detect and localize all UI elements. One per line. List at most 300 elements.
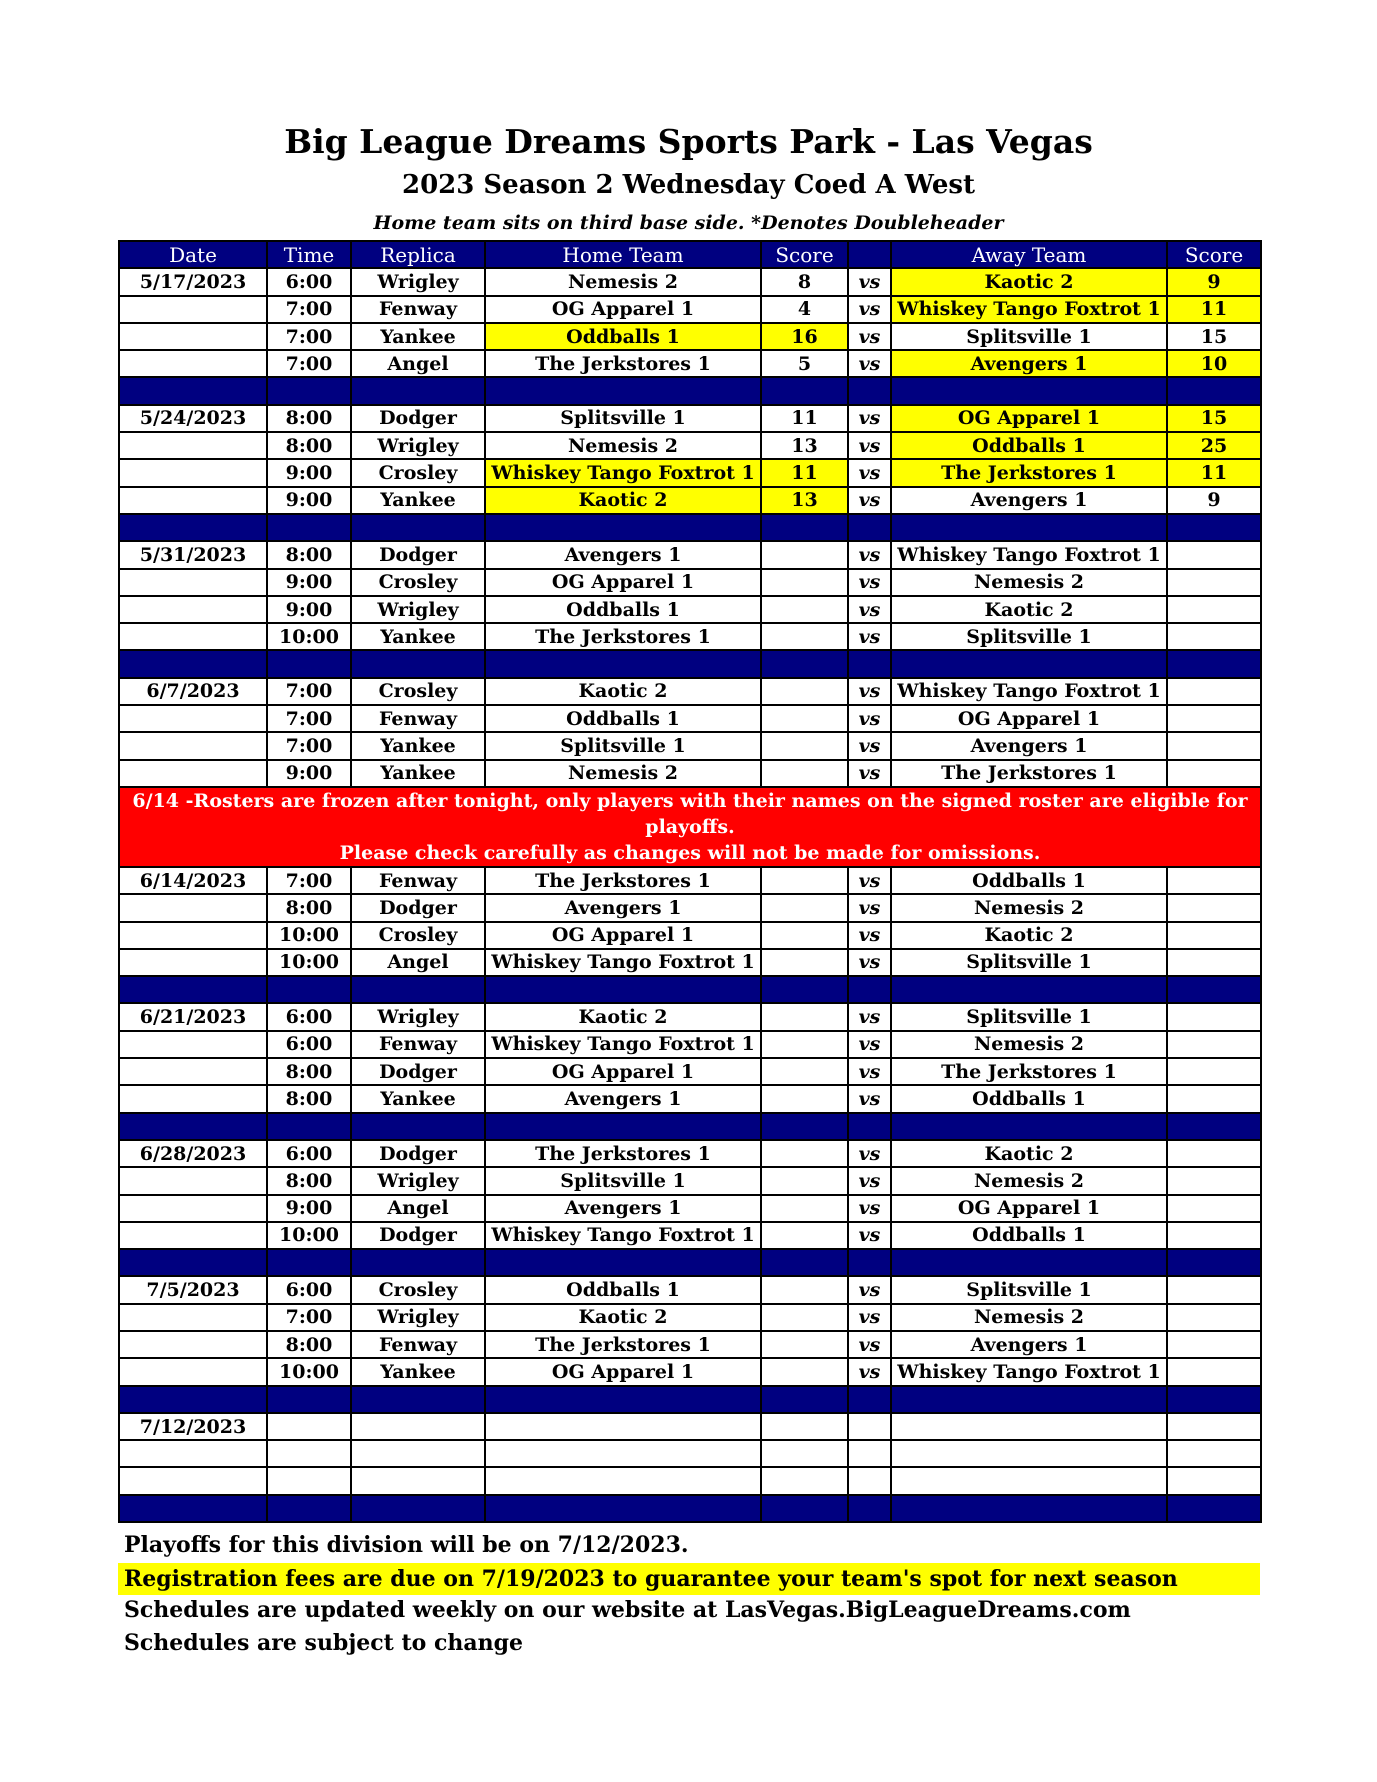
away-score (1167, 732, 1261, 759)
away-score (1167, 1276, 1261, 1303)
game-date: 7/12/2023 (119, 1413, 267, 1440)
away-score (1167, 1195, 1261, 1222)
separator-cell (1167, 650, 1261, 677)
home-score (761, 1440, 848, 1467)
game-time: 8:00 (267, 432, 351, 459)
game-date (119, 1467, 267, 1494)
game-date (119, 569, 267, 596)
home-score (761, 867, 848, 894)
separator-cell (119, 1495, 267, 1522)
vs-label: vs (848, 1331, 891, 1358)
home-team: Whiskey Tango Foxtrot 1 (485, 1031, 761, 1058)
away-team: Whiskey Tango Foxtrot 1 (891, 541, 1167, 568)
vs-label: vs (848, 1222, 891, 1249)
home-team: OG Apparel 1 (485, 296, 761, 323)
game-replica: Fenway (351, 1031, 485, 1058)
separator-cell (891, 1495, 1167, 1522)
game-time: 7:00 (267, 323, 351, 350)
game-time: 10:00 (267, 1222, 351, 1249)
away-team: Oddballs 1 (891, 1085, 1167, 1112)
game-replica: Wrigley (351, 1304, 485, 1331)
away-score (1167, 867, 1261, 894)
home-team: The Jerkstores 1 (485, 623, 761, 650)
game-row (119, 459, 1261, 486)
away-score (1167, 1003, 1261, 1030)
away-score (1167, 569, 1261, 596)
game-replica: Yankee (351, 1358, 485, 1385)
home-score (761, 596, 848, 623)
game-replica: Wrigley (351, 268, 485, 295)
away-team: Oddballs 1 (891, 867, 1167, 894)
away-score (1167, 1222, 1261, 1249)
away-team: Splitsville 1 (891, 1276, 1167, 1303)
home-score: 13 (761, 432, 848, 459)
col-home-score: Score (761, 241, 848, 268)
away-team: Whiskey Tango Foxtrot 1 (891, 1358, 1167, 1385)
week-separator (119, 1113, 1261, 1140)
vs-label: vs (848, 487, 891, 514)
game-date (119, 1304, 267, 1331)
home-team: The Jerkstores 1 (485, 1140, 761, 1167)
separator-cell (485, 377, 761, 404)
vs-label: vs (848, 1167, 891, 1194)
game-time: 8:00 (267, 405, 351, 432)
home-score (761, 922, 848, 949)
game-replica: Yankee (351, 760, 485, 787)
game-replica: Dodger (351, 1222, 485, 1249)
vs-label: vs (848, 1276, 891, 1303)
game-replica: Fenway (351, 705, 485, 732)
home-score (761, 1195, 848, 1222)
game-time: 6:00 (267, 1003, 351, 1030)
game-replica: Yankee (351, 1085, 485, 1112)
home-score (761, 1003, 848, 1030)
away-team: The Jerkstores 1 (891, 1058, 1167, 1085)
home-score (761, 1222, 848, 1249)
game-row (119, 350, 1261, 377)
away-team (891, 1440, 1167, 1467)
away-team: Kaotic 2 (891, 922, 1167, 949)
game-date (119, 1085, 267, 1112)
home-team: OG Apparel 1 (485, 922, 761, 949)
home-team: Oddballs 1 (485, 1276, 761, 1303)
game-row (119, 1195, 1261, 1222)
home-team: Kaotic 2 (485, 1304, 761, 1331)
vs-label: vs (848, 705, 891, 732)
game-replica: Yankee (351, 487, 485, 514)
game-row (119, 268, 1261, 295)
game-date (119, 487, 267, 514)
separator-cell (267, 1386, 351, 1413)
vs-label: vs (848, 1031, 891, 1058)
game-row (119, 1167, 1261, 1194)
home-score (761, 949, 848, 976)
game-date (119, 894, 267, 921)
away-team: Whiskey Tango Foxtrot 1 (891, 296, 1167, 323)
away-score (1167, 949, 1261, 976)
game-time: 9:00 (267, 459, 351, 486)
vs-label: vs (848, 894, 891, 921)
vs-label: vs (848, 1358, 891, 1385)
game-row (119, 541, 1261, 568)
roster-banner (119, 787, 1261, 867)
separator-cell (1167, 1495, 1261, 1522)
separator-cell (761, 976, 848, 1003)
vs-label: vs (848, 323, 891, 350)
game-replica: Crosley (351, 922, 485, 949)
roster-banner-text (119, 787, 1261, 867)
game-time: 10:00 (267, 623, 351, 650)
separator-cell (119, 1249, 267, 1276)
separator-cell (351, 377, 485, 404)
away-team: Oddballs 1 (891, 432, 1167, 459)
separator-cell (351, 1113, 485, 1140)
away-score: 9 (1167, 268, 1261, 295)
week-separator (119, 1386, 1261, 1413)
game-time: 7:00 (267, 678, 351, 705)
game-time: 7:00 (267, 296, 351, 323)
away-score (1167, 1140, 1261, 1167)
home-team: Nemesis 2 (485, 760, 761, 787)
game-replica: Crosley (351, 1276, 485, 1303)
vs-label: vs (848, 1304, 891, 1331)
away-score (1167, 1331, 1261, 1358)
vs-label: vs (848, 623, 891, 650)
away-team: Nemesis 2 (891, 1304, 1167, 1331)
home-team: Avengers 1 (485, 894, 761, 921)
separator-cell (848, 650, 891, 677)
separator-cell (891, 514, 1167, 541)
game-row (119, 1467, 1261, 1494)
home-team: Kaotic 2 (485, 487, 761, 514)
vs-label: vs (848, 1085, 891, 1112)
away-score (1167, 678, 1261, 705)
game-row (119, 296, 1261, 323)
away-team: Kaotic 2 (891, 1140, 1167, 1167)
game-date (119, 623, 267, 650)
col-date: Date (119, 241, 267, 268)
home-team: Whiskey Tango Foxtrot 1 (485, 1222, 761, 1249)
game-date (119, 459, 267, 486)
separator-cell (485, 1113, 761, 1140)
table-end-separator (119, 1495, 1261, 1522)
vs-label (848, 1467, 891, 1494)
game-date (119, 1358, 267, 1385)
game-time: 6:00 (267, 268, 351, 295)
game-time: 6:00 (267, 1276, 351, 1303)
game-replica: Angel (351, 1195, 485, 1222)
game-row (119, 867, 1261, 894)
home-score (761, 1413, 848, 1440)
col-away-score: Score (1167, 241, 1261, 268)
separator-cell (119, 514, 267, 541)
away-team: Splitsville 1 (891, 949, 1167, 976)
away-team: Splitsville 1 (891, 323, 1167, 350)
separator-cell (267, 976, 351, 1003)
vs-label: vs (848, 268, 891, 295)
away-score (1167, 1467, 1261, 1494)
game-replica (351, 1440, 485, 1467)
game-time: 8:00 (267, 894, 351, 921)
away-team: The Jerkstores 1 (891, 459, 1167, 486)
game-replica: Angel (351, 350, 485, 377)
page-title: Big League Dreams Sports Park - Las Vegas (284, 122, 1093, 161)
game-time: 7:00 (267, 1304, 351, 1331)
home-team: Oddballs 1 (485, 705, 761, 732)
home-team (485, 1440, 761, 1467)
separator-cell (267, 1249, 351, 1276)
vs-label: vs (848, 405, 891, 432)
game-date (119, 1167, 267, 1194)
home-team: Avengers 1 (485, 1195, 761, 1222)
home-team: Whiskey Tango Foxtrot 1 (485, 459, 761, 486)
col-replica: Replica (351, 241, 485, 268)
game-replica: Crosley (351, 569, 485, 596)
separator-cell (848, 1249, 891, 1276)
game-replica: Fenway (351, 296, 485, 323)
game-date (119, 949, 267, 976)
game-date: 5/24/2023 (119, 405, 267, 432)
game-time: 9:00 (267, 1195, 351, 1222)
separator-cell (1167, 976, 1261, 1003)
game-row (119, 596, 1261, 623)
away-score (1167, 1031, 1261, 1058)
home-team: OG Apparel 1 (485, 1058, 761, 1085)
game-replica: Wrigley (351, 432, 485, 459)
separator-cell (891, 1386, 1167, 1413)
game-row (119, 623, 1261, 650)
away-team: Avengers 1 (891, 487, 1167, 514)
separator-cell (351, 1386, 485, 1413)
game-replica (351, 1467, 485, 1494)
game-row (119, 1304, 1261, 1331)
away-score (1167, 922, 1261, 949)
separator-cell (119, 377, 267, 404)
separator-cell (761, 650, 848, 677)
separator-cell (848, 1386, 891, 1413)
game-date (119, 1031, 267, 1058)
vs-label: vs (848, 867, 891, 894)
game-date (119, 1440, 267, 1467)
separator-cell (891, 976, 1167, 1003)
home-team: Avengers 1 (485, 541, 761, 568)
game-date (119, 596, 267, 623)
away-team (891, 1413, 1167, 1440)
away-score: 9 (1167, 487, 1261, 514)
home-score (761, 894, 848, 921)
home-score (761, 705, 848, 732)
game-time: 8:00 (267, 1085, 351, 1112)
home-team: Nemesis 2 (485, 432, 761, 459)
home-score: 5 (761, 350, 848, 377)
away-score (1167, 1167, 1261, 1194)
game-time (267, 1467, 351, 1494)
game-time (267, 1413, 351, 1440)
vs-label (848, 1413, 891, 1440)
separator-cell (761, 1113, 848, 1140)
vs-label: vs (848, 596, 891, 623)
vs-label: vs (848, 1058, 891, 1085)
vs-label: vs (848, 432, 891, 459)
game-replica: Dodger (351, 1058, 485, 1085)
game-replica: Fenway (351, 867, 485, 894)
away-team: OG Apparel 1 (891, 405, 1167, 432)
away-score (1167, 1058, 1261, 1085)
game-time: 6:00 (267, 1140, 351, 1167)
game-row (119, 1058, 1261, 1085)
away-score (1167, 596, 1261, 623)
away-score: 15 (1167, 405, 1261, 432)
game-row (119, 1358, 1261, 1385)
game-time: 10:00 (267, 922, 351, 949)
game-row (119, 323, 1261, 350)
separator-cell (351, 650, 485, 677)
home-team: Whiskey Tango Foxtrot 1 (485, 949, 761, 976)
game-date: 6/21/2023 (119, 1003, 267, 1030)
game-row (119, 405, 1261, 432)
home-score (761, 678, 848, 705)
vs-label: vs (848, 541, 891, 568)
away-score: 11 (1167, 296, 1261, 323)
week-separator (119, 976, 1261, 1003)
away-team: Nemesis 2 (891, 569, 1167, 596)
col-away-team: Away Team (891, 241, 1167, 268)
game-time: 6:00 (267, 1031, 351, 1058)
away-score: 25 (1167, 432, 1261, 459)
vs-label: vs (848, 569, 891, 596)
game-replica: Crosley (351, 459, 485, 486)
separator-cell (485, 1495, 761, 1522)
game-date (119, 922, 267, 949)
game-replica: Yankee (351, 323, 485, 350)
home-team (485, 1467, 761, 1494)
game-row (119, 760, 1261, 787)
game-replica: Angel (351, 949, 485, 976)
away-team (891, 1467, 1167, 1494)
away-team: Splitsville 1 (891, 623, 1167, 650)
away-team: The Jerkstores 1 (891, 760, 1167, 787)
away-team: Splitsville 1 (891, 1003, 1167, 1030)
game-replica: Fenway (351, 1331, 485, 1358)
game-time: 10:00 (267, 1358, 351, 1385)
week-separator (119, 514, 1261, 541)
away-score (1167, 705, 1261, 732)
game-date: 6/28/2023 (119, 1140, 267, 1167)
website-note: Schedules are updated weekly on our website at LasVegas.BigLeagueDreams.com (124, 1597, 1131, 1623)
separator-cell (1167, 377, 1261, 404)
game-date (119, 1222, 267, 1249)
separator-cell (761, 514, 848, 541)
away-team: Avengers 1 (891, 350, 1167, 377)
home-team (485, 1413, 761, 1440)
game-row (119, 894, 1261, 921)
away-team: Nemesis 2 (891, 1031, 1167, 1058)
game-time: 9:00 (267, 760, 351, 787)
away-score: 15 (1167, 323, 1261, 350)
home-team: Splitsville 1 (485, 405, 761, 432)
game-replica: Dodger (351, 1140, 485, 1167)
home-score (761, 1167, 848, 1194)
separator-cell (485, 514, 761, 541)
game-row (119, 1031, 1261, 1058)
separator-cell (267, 377, 351, 404)
vs-label: vs (848, 922, 891, 949)
separator-cell (351, 1249, 485, 1276)
playoffs-note: Playoffs for this division will be on 7/12/2023. (124, 1532, 689, 1558)
game-row (119, 1440, 1261, 1467)
game-date (119, 760, 267, 787)
week-separator (119, 650, 1261, 677)
game-time: 9:00 (267, 487, 351, 514)
away-score (1167, 541, 1261, 568)
away-team: OG Apparel 1 (891, 705, 1167, 732)
game-date (119, 432, 267, 459)
separator-cell (848, 1113, 891, 1140)
game-date (119, 323, 267, 350)
home-score: 4 (761, 296, 848, 323)
game-replica: Wrigley (351, 1167, 485, 1194)
away-team: Nemesis 2 (891, 1167, 1167, 1194)
away-team: Whiskey Tango Foxtrot 1 (891, 678, 1167, 705)
separator-cell (351, 976, 485, 1003)
separator-cell (1167, 1249, 1261, 1276)
col-home-team: Home Team (485, 241, 761, 268)
home-team: Splitsville 1 (485, 1167, 761, 1194)
game-time: 8:00 (267, 541, 351, 568)
vs-label: vs (848, 1003, 891, 1030)
home-team: Avengers 1 (485, 1085, 761, 1112)
game-date (119, 705, 267, 732)
home-score (761, 623, 848, 650)
game-replica: Wrigley (351, 1003, 485, 1030)
separator-cell (267, 650, 351, 677)
vs-label: vs (848, 949, 891, 976)
home-team: Kaotic 2 (485, 678, 761, 705)
game-time: 8:00 (267, 1331, 351, 1358)
home-score: 11 (761, 459, 848, 486)
home-score (761, 541, 848, 568)
vs-label: vs (848, 1195, 891, 1222)
away-score: 11 (1167, 459, 1261, 486)
home-score (761, 1140, 848, 1167)
game-date (119, 1058, 267, 1085)
home-score (761, 732, 848, 759)
vs-label: vs (848, 760, 891, 787)
schedule-table (118, 240, 1262, 1523)
separator-cell (761, 1249, 848, 1276)
game-date (119, 732, 267, 759)
home-score: 8 (761, 268, 848, 295)
away-score (1167, 623, 1261, 650)
game-replica: Dodger (351, 541, 485, 568)
away-score (1167, 894, 1261, 921)
vs-label: vs (848, 678, 891, 705)
schedule-body (119, 268, 1261, 1522)
home-score (761, 569, 848, 596)
game-replica: Yankee (351, 732, 485, 759)
week-separator (119, 377, 1261, 404)
home-team: Kaotic 2 (485, 1003, 761, 1030)
separator-cell (848, 976, 891, 1003)
separator-cell (891, 1249, 1167, 1276)
home-score (761, 1304, 848, 1331)
separator-cell (848, 377, 891, 404)
home-team: The Jerkstores 1 (485, 350, 761, 377)
week-separator (119, 1249, 1261, 1276)
home-score (761, 1058, 848, 1085)
game-replica: Dodger (351, 405, 485, 432)
home-score (761, 1085, 848, 1112)
